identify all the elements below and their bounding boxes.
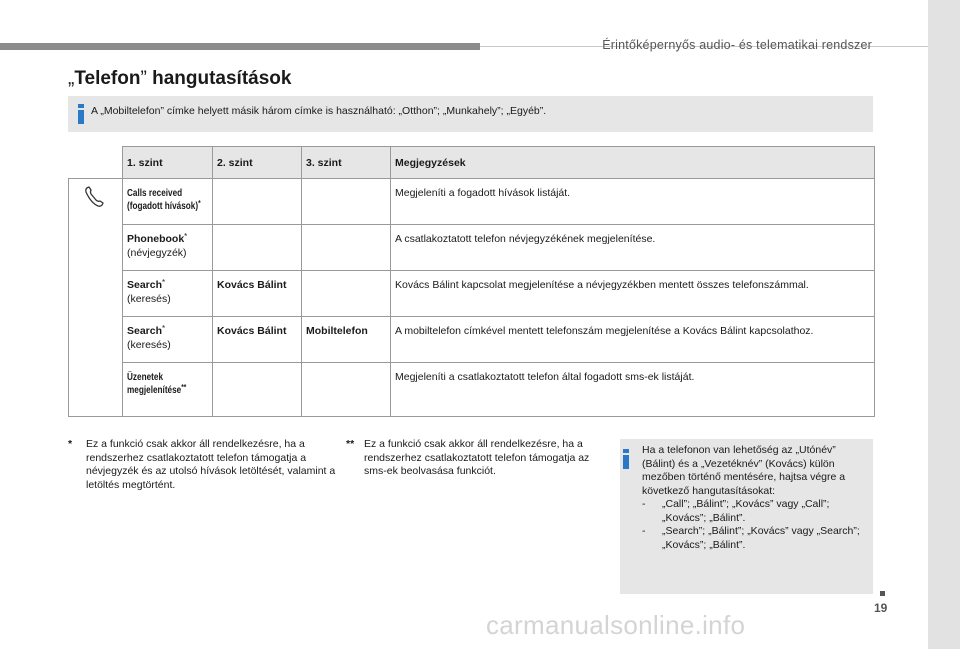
col-header-level3: 3. szint <box>302 147 391 179</box>
cell-level2 <box>213 225 302 271</box>
table-row <box>69 317 875 363</box>
title-main: Telefon <box>74 68 141 89</box>
info-intro: Ha a telefonon van lehetőség az „Utónév” (Bálint) és a „Vezetéknév” (Kovács) külön mezőben történő mentésére, hajtsa végre a következő hangutasításokat: <box>642 444 846 497</box>
page-marker <box>880 591 885 596</box>
info-icon <box>623 449 629 469</box>
cell-level3 <box>302 179 391 225</box>
cell-level3: Mobiltelefon <box>302 317 391 363</box>
table-row <box>69 225 875 271</box>
page-number: 19 <box>874 601 888 615</box>
cell-level3 <box>302 363 391 417</box>
cell-note: A mobiltelefon címkével mentett telefonszám megjelenítése a Kovács Bálint kapcsolathoz. <box>391 317 875 363</box>
table-header-row <box>69 147 875 179</box>
title-quote-close: ” <box>140 68 147 89</box>
info-text <box>642 444 870 552</box>
list-item: - „Search”; „Bálint”; „Kovács” vagy „Search”; „Kovács”; „Bálint”. <box>642 525 860 551</box>
col-header-notes: Megjegyzések <box>391 147 875 179</box>
col-header-level2: 2. szint <box>213 147 302 179</box>
cell-level2 <box>213 363 302 417</box>
footnote-mark: ** <box>346 438 355 450</box>
footnote-text: Ez a funkció csak akkor áll rendelkezésre, ha a rendszerhez csatlakoztatott telefon támogatja a névjegyzék és az utolsó hívások letöltését, valamint a letöltés megtörtént. <box>86 438 336 491</box>
col-header-level1: 1. szint <box>123 147 213 179</box>
page-title <box>68 68 291 90</box>
title-rest: hangutasítások <box>146 68 292 89</box>
cell-note: Kovács Bálint kapcsolat megjelenítése a névjegyzékben mentett összes telefonszámmal. <box>391 271 875 317</box>
cell-level1: Search* (keresés) <box>123 271 213 317</box>
table-row <box>69 363 875 417</box>
footnote-text: Ez a funkció csak akkor áll rendelkezésre, ha a rendszerhez csatlakoztatott telefon támogatja az sms-ek beolvasása funkciót. <box>364 438 590 477</box>
cell-level1: Üzenetek megjelenítése** <box>123 363 213 417</box>
table-header-empty <box>69 147 123 179</box>
cell-level1: Calls received (fogadott hívások)* <box>123 179 213 225</box>
watermark: carmanualsonline.info <box>486 610 746 640</box>
cell-level2: Kovács Bálint <box>213 271 302 317</box>
phone-icon-cell <box>69 179 123 417</box>
cell-level3 <box>302 225 391 271</box>
title-quote-open: „ <box>68 68 75 89</box>
phone-icon <box>69 179 123 219</box>
info-box-labels <box>68 96 873 132</box>
cell-level1: Search* (keresés) <box>123 317 213 363</box>
cell-level1: Phonebook* (névjegyzék) <box>123 225 213 271</box>
info-icon <box>78 104 84 124</box>
info-box-name-fields <box>620 439 873 594</box>
footnote-mark: * <box>68 438 73 450</box>
cell-level2 <box>213 179 302 225</box>
voice-commands-table <box>68 146 875 417</box>
chapter-title: Érintőképernyős audio- és telematikai rendszer <box>602 38 872 52</box>
cell-note: Megjeleníti a csatlakoztatott telefon által fogadott sms-ek listáját. <box>391 363 875 417</box>
cell-note: A csatlakoztatott telefon névjegyzékének megjelenítése. <box>391 225 875 271</box>
cell-note: Megjeleníti a fogadott hívások listáját. <box>391 179 875 225</box>
info-text: A „Mobiltelefon” címke helyett másik három címke is használható: „Otthon”; „Munkahely”; „Egyéb”. <box>91 105 547 117</box>
cell-level2: Kovács Bálint <box>213 317 302 363</box>
cell-level3 <box>302 271 391 317</box>
table-row <box>69 179 875 225</box>
right-margin-strip <box>928 0 960 649</box>
list-item: - „Call”; „Bálint”; „Kovács” vagy „Call”; „Kovács”; „Bálint”. <box>642 498 830 524</box>
table-row <box>69 271 875 317</box>
header-bar <box>0 43 480 50</box>
